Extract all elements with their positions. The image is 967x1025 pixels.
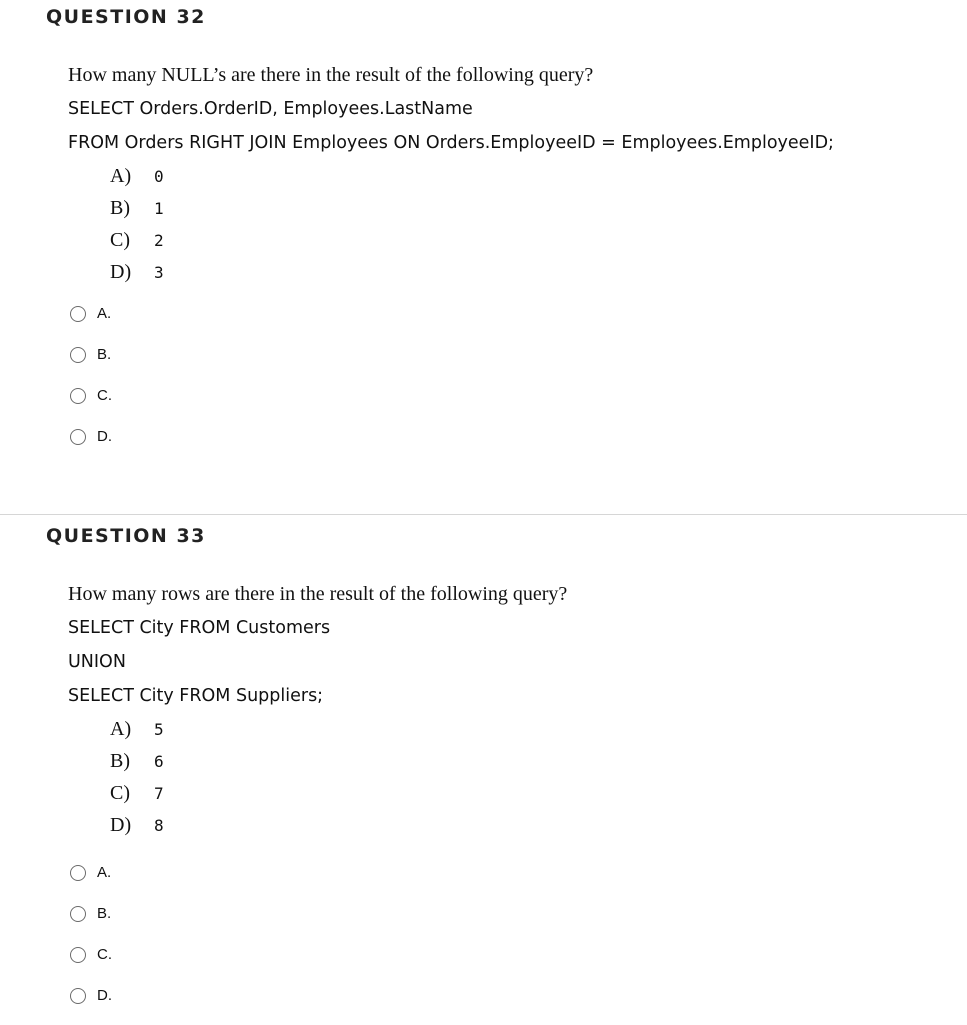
- choice-value: 8: [154, 816, 164, 835]
- sql-line: UNION: [68, 652, 126, 672]
- answer-label: D.: [97, 987, 112, 1004]
- answer-option-c[interactable]: [70, 934, 112, 975]
- question-text: How many rows are there in the result of the following query?: [68, 583, 568, 605]
- choice-letter: B): [110, 750, 130, 772]
- choice-value: 2: [154, 231, 164, 250]
- question-title: QUESTION 33: [46, 525, 206, 547]
- answer-option-a[interactable]: [70, 293, 112, 334]
- answer-label: B.: [97, 346, 112, 363]
- radio-button[interactable]: [70, 988, 86, 1004]
- radio-button[interactable]: [70, 865, 86, 881]
- sql-line: FROM Orders RIGHT JOIN Employees ON Orders.EmployeeID = Employees.EmployeeID;: [68, 133, 834, 153]
- choice-letter: D): [110, 814, 132, 836]
- answer-option-d[interactable]: [70, 975, 112, 1016]
- choice-item: [68, 745, 567, 777]
- choice-letter: B): [110, 197, 130, 219]
- answer-label: A.: [97, 305, 112, 322]
- choice-item: [68, 224, 834, 256]
- answer-label: C.: [97, 387, 112, 404]
- choice-letter: D): [110, 261, 132, 283]
- choice-letter: A): [110, 165, 132, 187]
- choice-item: [68, 256, 834, 288]
- radio-button[interactable]: [70, 429, 86, 445]
- choice-value: 1: [154, 199, 164, 218]
- choice-list: [68, 713, 567, 841]
- question-33: [0, 514, 967, 1025]
- sql-line: SELECT City FROM Customers: [68, 618, 331, 638]
- answer-option-d[interactable]: [70, 416, 112, 457]
- choice-value: 6: [154, 752, 164, 771]
- answer-option-a[interactable]: [70, 852, 112, 893]
- question-stem: [68, 58, 834, 288]
- question-stem: [68, 577, 567, 841]
- choice-list: [68, 160, 834, 288]
- radio-button[interactable]: [70, 306, 86, 322]
- radio-button[interactable]: [70, 947, 86, 963]
- answer-label: C.: [97, 946, 112, 963]
- choice-value: 7: [154, 784, 164, 803]
- radio-button[interactable]: [70, 388, 86, 404]
- choice-value: 0: [154, 167, 164, 186]
- answer-label: B.: [97, 905, 112, 922]
- sql-line: SELECT City FROM Suppliers;: [68, 686, 324, 706]
- radio-button[interactable]: [70, 906, 86, 922]
- choice-letter: C): [110, 782, 130, 804]
- choice-item: [68, 160, 834, 192]
- choice-item: [68, 192, 834, 224]
- choice-letter: A): [110, 718, 132, 740]
- answer-option-b[interactable]: [70, 334, 112, 375]
- sql-line: SELECT Orders.OrderID, Employees.LastName: [68, 99, 473, 119]
- choice-value: 5: [154, 720, 164, 739]
- choice-item: [68, 713, 567, 745]
- answer-options: [70, 293, 112, 457]
- question-text: How many NULL’s are there in the result of the following query?: [68, 64, 594, 86]
- choice-letter: C): [110, 229, 130, 251]
- answer-option-b[interactable]: [70, 893, 112, 934]
- choice-item: [68, 777, 567, 809]
- choice-value: 3: [154, 263, 164, 282]
- answer-option-c[interactable]: [70, 375, 112, 416]
- answer-options: [70, 852, 112, 1016]
- radio-button[interactable]: [70, 347, 86, 363]
- answer-label: D.: [97, 428, 112, 445]
- question-title: QUESTION 32: [46, 6, 206, 28]
- choice-item: [68, 809, 567, 841]
- answer-label: A.: [97, 864, 112, 881]
